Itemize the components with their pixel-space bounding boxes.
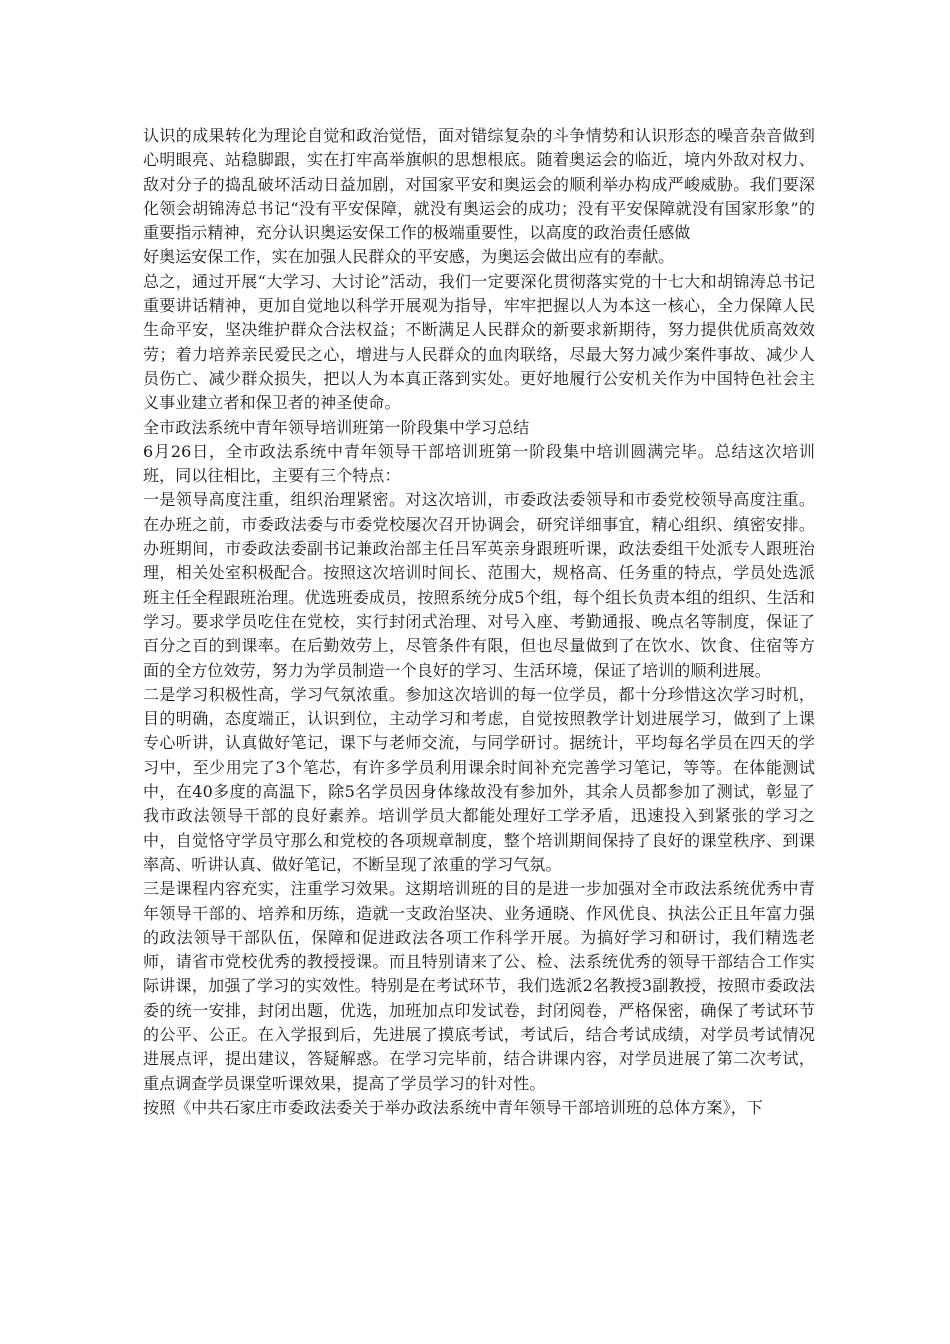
paragraph-3: 总之，通过开展“大学习、大讨论”活动，我们一定要深化贯彻落实党的十七大和胡锦涛总书记重要讲话精神，更加自觉地以科学开展观为指导，牢牢把握以人为本这一核心，全力保障人民生命平安，坚决维护群众合法权益；不断满足人民群众的新要求新期待，努力提供优质高效效劳；着力培养亲民爱民之心，增进与人民群众的血肉联络，尽最大努力减少案件事故、减少人员伤亡、减少群众损失，把以人为本真正落到实处。更好地履行公安机关作为中国特色社会主义事业建立者和保卫者的神圣使命。 (143, 271, 815, 413)
paragraph-2: 好奥运安保工作，实在加强人民群众的平安感，为奥运会做出应有的奉献。 (143, 247, 675, 267)
paragraph-7: 二是学习积极性高，学习气氛浓重。参加这次培训的每一位学员，都十分珍惜这次学习时机，目的明确，态度端正，认识到位，主动学习和考虑，自觉按照教学计划进展学习，做到了上课专心听讲，认真做好笔记，课下与老师交流，与同学研讨。据统计，平均每名学员在四天的学习中，至少用完了3个笔芯，有许多学员利用课余时间补充完善学习笔记，等等。在体能测试中，在40多度的高温下，除5名学员因身体缘故没有参加外，其余人员都参加了测试，彰显了我市政法领导干部的良好素养。培训学员大都能处理好工学矛盾，迅速投入到紧张的学习之中，自觉恪守学员守那么和党校的各项规章制度，整个培训期间保持了良好的课堂秩序、到课率高、听讲认真、做好笔记，不断呈现了浓重的学习气氛。 (143, 684, 815, 874)
document-body (143, 124, 815, 1120)
paragraph-5: 6月26日，全市政法系统中青年领导干部培训班第一阶段集中培训圆满完毕。总结这次培训班，同以往相比，主要有三个特点： (143, 441, 815, 486)
paragraph-8: 三是课程内容充实，注重学习效果。这期培训班的目的是进一步加强对全市政法系统优秀中青年领导干部的、培养和历练，造就一支政治坚决、业务通晓、作风优良、执法公正且年富力强的政法领导干部队伍，保障和促进政法各项工作科学开展。为搞好学习和研讨，我们精选老师，请省市党校优秀的教授授课。而且特别请来了公、检、法系统优秀的领导干部结合工作实际讲课，加强了学习的实效性。特别是在考试环节，我们选派2名教授3副教授，按照市委政法委的统一安排，封闭出题，优选，加班加点印发试卷，封闭阅卷，严格保密，确保了考试环节的公平、公正。在入学报到后，先进展了摸底考试，考试后，结合考试成绩，对学员考试情况进展点评，提出建议，答疑解惑。在学习完毕前，结合讲课内容，对学员进展了第二次考试，重点调查学员课堂听课效果，提高了学员学习的针对性。 (143, 879, 815, 1093)
paragraph-6: 一是领导高度注重，组织治理紧密。对这次培训，市委政法委领导和市委党校领导高度注重。在办班之前，市委政法委与市委党校屡次召开协调会，研究详细事宜，精心组织、缜密安排。办班期间，市委政法委副书记兼政治部主任吕军英亲身跟班听课，政法委组干处派专人跟班治理，相关处室积极配合。按照这次培训时间长、范围大，规格高、任务重的特点，学员处选派班主任全程跟班治理。优选班委成员，按照系统分成5个组，每个组长负责本组的组织、生活和学习。要求学员吃住在党校，实行封闭式治理、对号入座、考勤通报、晚点名等制度，保证了百分之百的到课率。在后勤效劳上，尽管条件有限，但也尽量做到了在饮水、饮食、住宿等方面的全方位效劳，努力为学员制造一个良好的学习、生活环境，保证了培训的顺利进展。 (143, 490, 815, 680)
section-title: 全市政法系统中青年领导培训班第一阶段集中学习总结 (143, 417, 530, 437)
paragraph-9: 按照《中共石家庄市委政法委关于举办政法系统中青年领导干部培训班的总体方案》，下 (143, 1097, 763, 1117)
paragraph-1: 认识的成果转化为理论自觉和政治觉悟，面对错综复杂的斗争情势和认识形态的噪音杂音做到心明眼亮、站稳脚跟，实在打牢高举旗帜的思想根底。随着奥运会的临近，境内外敌对权力、敌对分子的捣乱破坏活动日益加剧，对国家平安和奥运会的顺利举办构成严峻威胁。我们要深化领会胡锦涛总书记“没有平安保障，就没有奥运会的成功；没有平安保障就没有国家形象”的重要指示精神，充分认识奥运安保工作的极端重要性，以高度的政治责任感做 (143, 126, 815, 243)
